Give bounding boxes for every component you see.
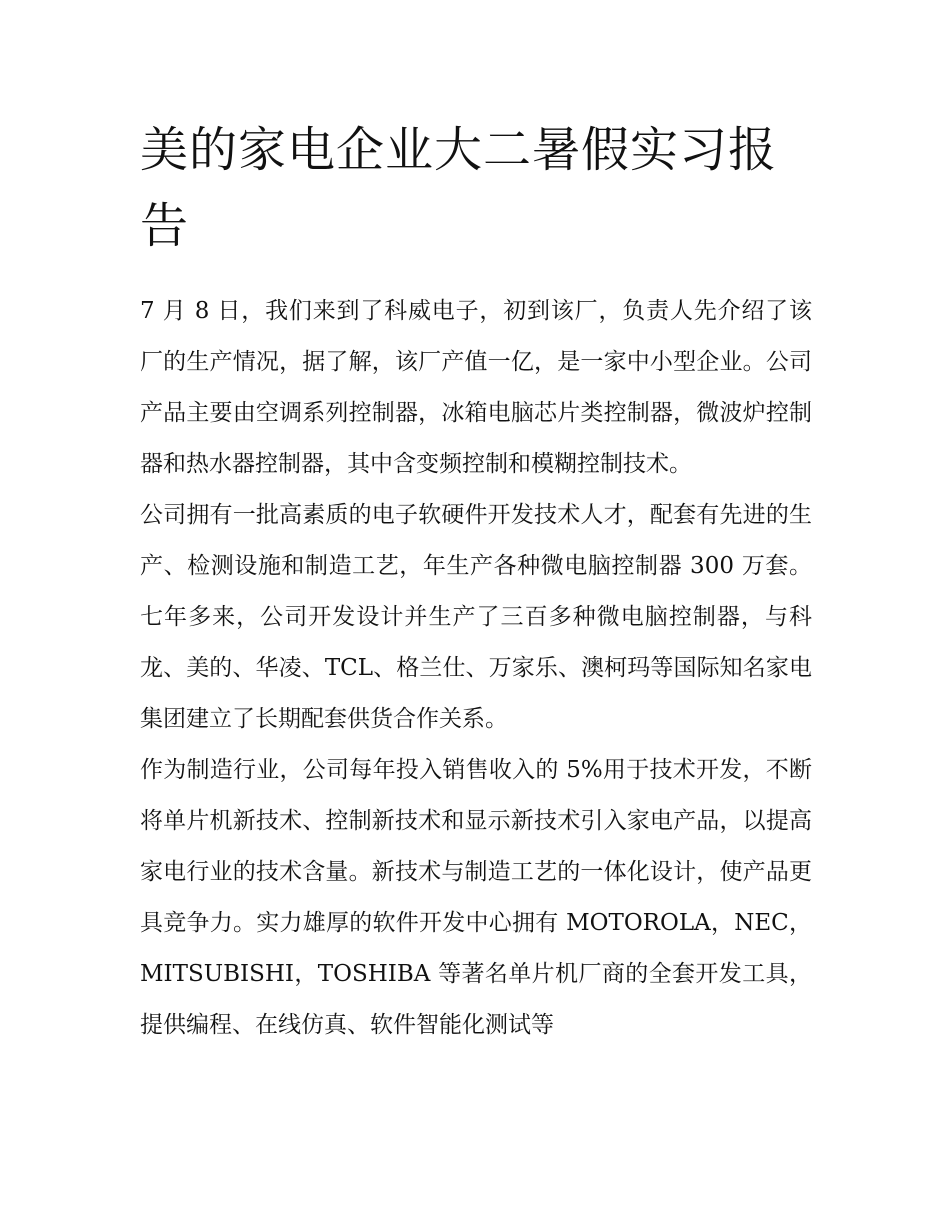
paragraph-talent-and-partners: 公司拥有一批高素质的电子软硬件开发技术人才，配套有先进的生产、检测设施和制造工艺，年生产各种微电脑控制器 300 万套。七年多来，公司开发设计并生产了三百多种微电脑控制器，与科龙、美的、华凌、TCL、格兰仕、万家乐、澳柯玛等国际知名家电集团建立了长期配套供货合作关系。 <box>140 502 812 732</box>
document-page <box>140 0 812 1051</box>
document-title: 美的家电企业大二暑假实习报告 <box>140 122 778 254</box>
paragraph-company-intro: 7 月 8 日，我们来到了科威电子，初到该厂，负责人先介绍了该厂的生产情况，据了解，该厂产值一亿，是一家中小型企业。公司产品主要由空调系列控制器，冰箱电脑芯片类控制器，微波炉控制器和热水器控制器，其中含变频控制和模糊控制技术。 <box>140 298 812 477</box>
document-body <box>140 286 812 1051</box>
paragraph-rd-investment: 作为制造行业，公司每年投入销售收入的 5%用于技术开发，不断将单片机新技术、控制新技术和显示新技术引入家电产品，以提高家电行业的技术含量。新技术与制造工艺的一体化设计，使产品更具竞争力。实力雄厚的软件开发中心拥有 MOTOROLA，NEC，MITSUBISHI，TOSHIBA 等著名单片机厂商的全套开发工具，提供编程、在线仿真、软件智能化测试等 <box>140 757 812 1038</box>
